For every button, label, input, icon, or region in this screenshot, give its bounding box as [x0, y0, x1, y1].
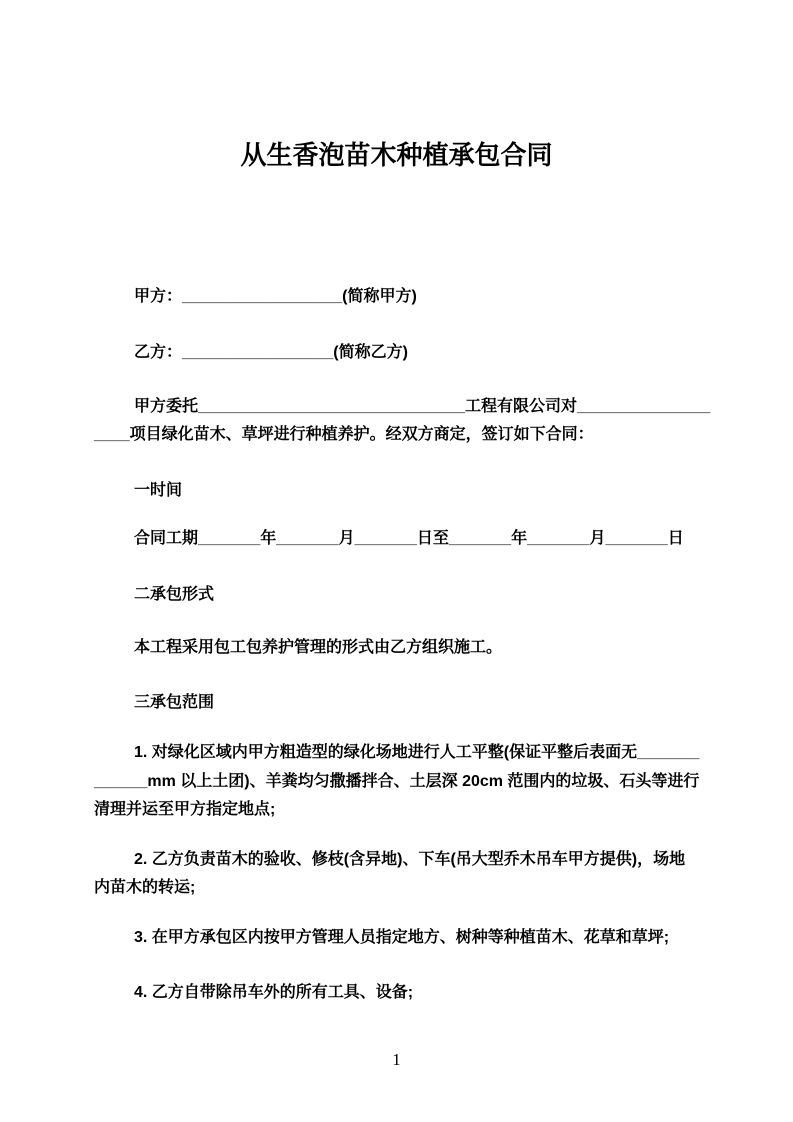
section-time-heading: 一时间: [134, 482, 183, 499]
section-form-body: 本工程采用包工包养护管理的形式由乙方组织施工。: [134, 639, 503, 656]
scope-item-3: 3. 在甲方承包区内按甲方管理人员指定地方、树种等种植苗木、花草和草坪;: [134, 929, 670, 946]
party-b-line: 乙方：_________________(简称乙方): [134, 344, 408, 361]
scope-item-2-line-2: 内苗木的转运;: [94, 879, 196, 896]
section-form-heading: 二承包形式: [134, 586, 215, 603]
party-a-line: 甲方：__________________(简称甲方): [134, 288, 417, 305]
section-scope-heading: 三承包范围: [134, 694, 215, 711]
intro-paragraph-line-2: ____项目绿化苗木、草坪进行种植养护。经双方商定，签订如下合同：: [94, 426, 594, 443]
page-number: 1: [392, 1050, 401, 1069]
scope-item-1-line-2: ______mm 以上土团)、羊粪均匀撒播拌合、土层深 20cm 范围内的垃圾、石头等进行: [94, 773, 700, 790]
document-title: 从生香泡苗木种植承包合同: [240, 140, 553, 170]
contract-period-line: 合同工期_______年_______月_______日至_______年_______月_______日: [134, 530, 684, 547]
scope-item-1-line-3: 清理并运至甲方指定地点;: [94, 801, 276, 818]
intro-paragraph-line-1: 甲方委托______________________________工程有限公司对_______________: [134, 398, 711, 415]
scope-item-4: 4. 乙方自带除吊车外的所有工具、设备;: [134, 984, 414, 1001]
scope-item-2-line-1: 2. 乙方负责苗木的验收、修枝(含异地)、下车(吊大型乔木吊车甲方提供)，场地: [134, 851, 686, 868]
scope-item-1-line-1: 1. 对绿化区域内甲方粗造型的绿化场地进行人工平整(保证平整后表面无_______: [134, 744, 700, 761]
